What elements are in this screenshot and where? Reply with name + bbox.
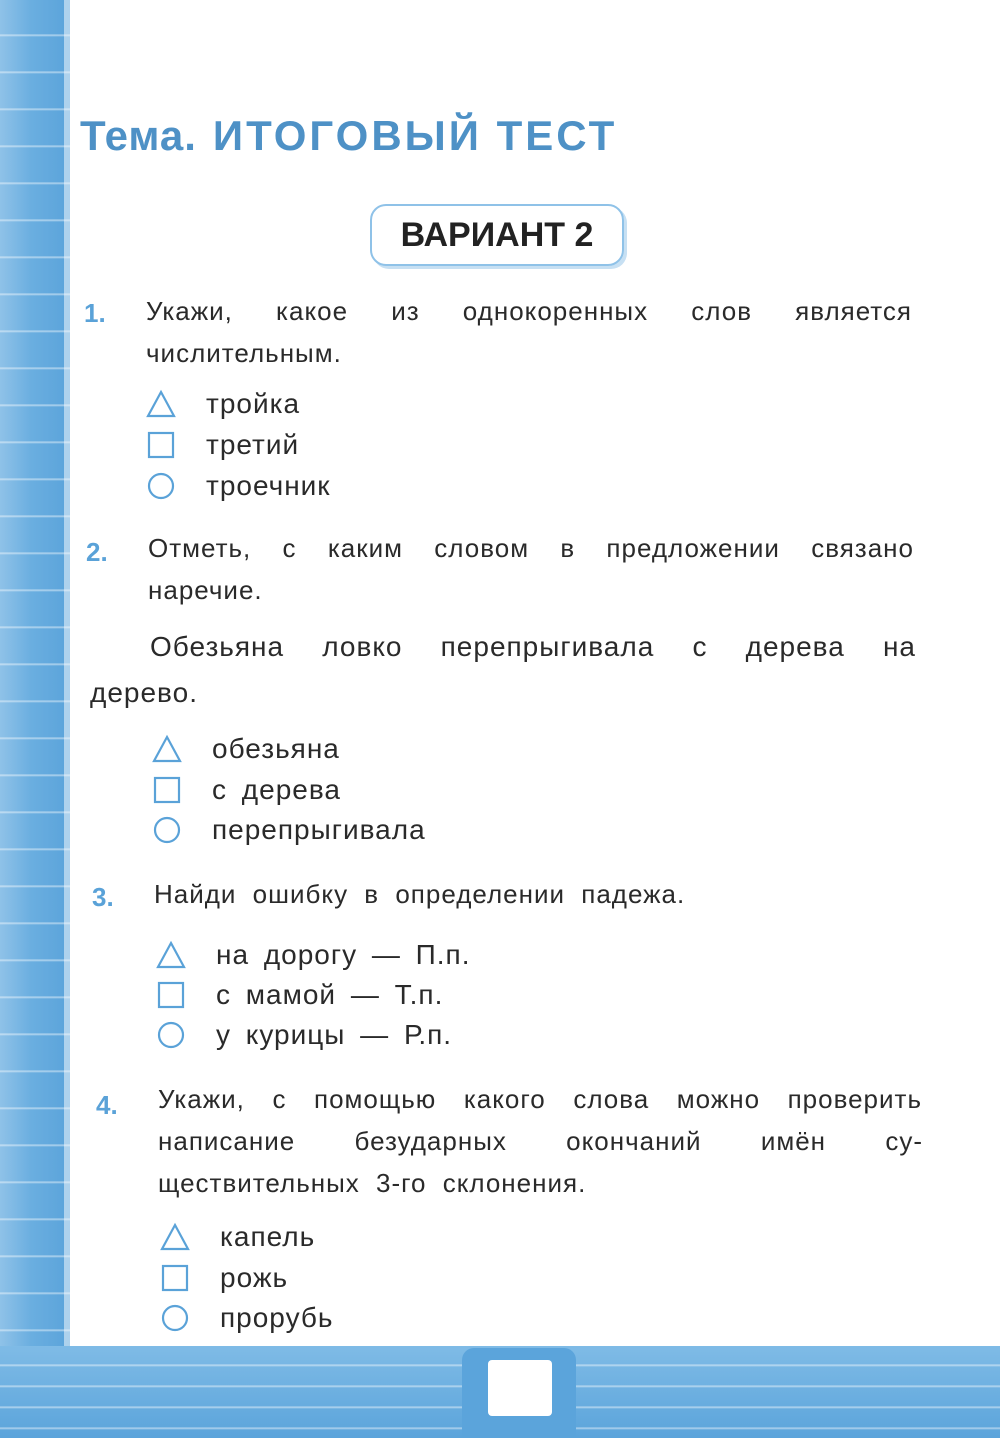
option-label: прорубь [220, 1302, 334, 1333]
option-label: троечник [206, 470, 331, 501]
circle-icon [152, 815, 182, 845]
square-icon [152, 775, 182, 805]
triangle-icon [156, 940, 186, 970]
option-label: с мамой — Т.п. [216, 979, 444, 1010]
answer-option[interactable] [156, 1015, 452, 1055]
option-label: обезьяна [212, 733, 340, 764]
question-text: Найди ошибку в определении падежа. [154, 879, 686, 909]
left-decorative-band [0, 0, 70, 1438]
option-label: у курицы — Р.п. [216, 1019, 453, 1050]
option-label: капель [220, 1221, 316, 1252]
answer-option[interactable] [160, 1258, 288, 1298]
question-number: 3. [92, 882, 114, 912]
question-number: 2. [86, 537, 108, 567]
answer-option[interactable] [152, 729, 340, 769]
page-title [80, 112, 617, 160]
question-text: Укажи, с помощью какого слова можно проверить написание безударных окончаний имён существительных 3-го склонения. [158, 1084, 922, 1198]
triangle-icon [160, 1222, 190, 1252]
circle-icon [160, 1303, 190, 1333]
question-number: 1. [84, 298, 106, 328]
example-sentence: Обезьяна ловко перепрыгивала с дерева на дерево. [90, 631, 916, 708]
answer-option[interactable] [160, 1217, 315, 1257]
circle-icon [156, 1020, 186, 1050]
triangle-icon [152, 734, 182, 764]
title-lead: Тема. [80, 112, 197, 159]
page-number-field [488, 1360, 552, 1416]
option-label: на дорогу — П.п. [216, 939, 471, 970]
triangle-icon [146, 389, 176, 419]
answer-option[interactable] [146, 425, 299, 465]
answer-option[interactable] [146, 466, 331, 506]
answer-option[interactable] [160, 1298, 334, 1338]
option-label: третий [206, 429, 300, 460]
question-text: Отметь, с каким словом в предложении связано наречие. [148, 533, 914, 605]
question-number: 4. [96, 1090, 118, 1120]
answer-option[interactable] [152, 810, 426, 850]
answer-option[interactable] [156, 975, 443, 1015]
variant-badge: ВАРИАНТ 2 [370, 204, 624, 266]
title-topic: ИТОГОВЫЙ ТЕСТ [212, 112, 618, 159]
option-label: рожь [220, 1262, 289, 1293]
question-text: Укажи, какое из однокоренных слов является числительным. [146, 296, 912, 368]
square-icon [156, 980, 186, 1010]
option-label: с дерева [212, 774, 341, 805]
square-icon [146, 430, 176, 460]
band-ruling-lines [0, 0, 70, 1438]
answer-option[interactable] [146, 384, 300, 424]
answer-option[interactable] [156, 935, 471, 975]
band-edge [64, 0, 70, 1438]
circle-icon [146, 471, 176, 501]
option-label: перепрыгивала [212, 814, 426, 845]
option-label: тройка [206, 388, 301, 419]
answer-option[interactable] [152, 770, 341, 810]
square-icon [160, 1263, 190, 1293]
